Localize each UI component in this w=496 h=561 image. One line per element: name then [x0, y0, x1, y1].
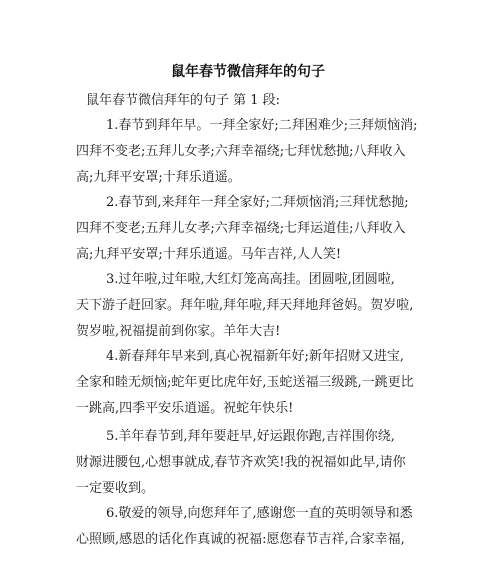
paragraph-line: 一定要收到。: [76, 481, 155, 496]
paragraph-2: [76, 190, 422, 268]
paragraph-5: [76, 424, 422, 502]
paragraph-line: 4.新春拜年早来到,真心祝福新年好;新年招财又进宝,: [106, 349, 405, 364]
paragraph-line: 3.过年啦,过年啦,大红灯笼高高挂。团圆啦,团圆啦,: [106, 272, 395, 287]
paragraph-line: 6.敬爱的领导,向您拜年了,感谢您一直的英明领导和悉: [106, 506, 413, 521]
paragraph-line: 财源进腰包,心想事就成,春节齐欢笑!我的祝福如此早,请你: [76, 455, 406, 470]
paragraph-line: 高;九拜平安罩;十拜乐逍遥。: [76, 170, 241, 185]
paragraph-line: 高;九拜平安罩;十拜乐逍遥。马年吉祥,人人笑!: [76, 247, 342, 262]
paragraph-4: [76, 344, 422, 422]
paragraph-line: 全家和睦无烦恼;蛇年更比虎年好,玉蛇送福三级跳,一跳更比: [76, 375, 414, 390]
paragraph-line: 1.春节到拜年早。一拜全家好;二拜困难少;三拜烦恼消;: [106, 118, 418, 133]
paragraph-line: 一跳高,四季平安乐逍遥。祝蛇年快乐!: [76, 401, 294, 416]
paragraph-1: [76, 113, 422, 191]
paragraph-line: 四拜不变老;五拜儿女孝;六拜幸福绕;七拜运道佳;八拜收入: [76, 221, 406, 236]
page-title: 鼠年春节微信拜年的句子: [171, 64, 325, 80]
paragraph-line: 5.羊年春节到,拜年要赶早,好运跟你跑,吉祥围你绕,: [106, 429, 395, 444]
paragraph-line: 贺岁啦,祝福提前到你家。羊年大吉!: [76, 324, 281, 339]
paragraph-line: 心照顾,感恩的话化作真诚的祝福:愿您春节吉祥,合家幸福,: [76, 532, 405, 547]
paragraph-3: [76, 267, 422, 345]
section-subtitle: 鼠年春节微信拜年的句子 第 1 段:: [86, 93, 281, 108]
paragraph-line: 2.春节到,来拜年一拜全家好;二拜烦恼消;三拜忧愁抛;: [106, 195, 409, 210]
paragraph-line: 天下游子赶回家。拜年啦,拜年啦,拜天拜地拜爸妈。贺岁啦,: [76, 298, 414, 313]
paragraph-6: [76, 501, 422, 553]
paragraph-line: 四拜不变老;五拜儿女孝;六拜幸福绕;七拜忧愁抛;八拜收入: [76, 144, 406, 159]
